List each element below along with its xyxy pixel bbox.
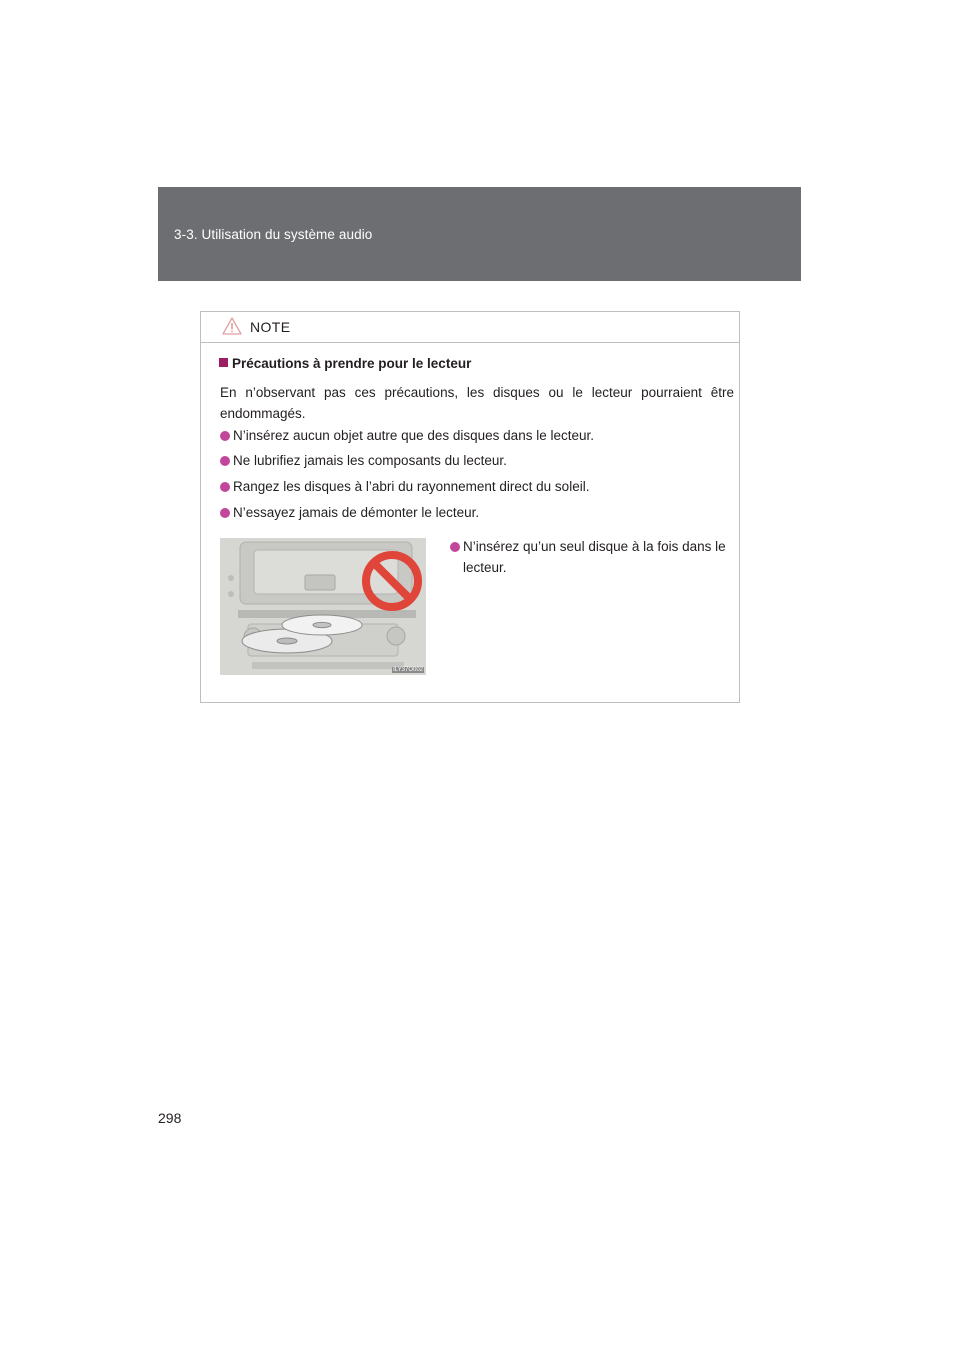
warning-triangle-icon: [222, 317, 242, 335]
bullet-dot-icon: [450, 542, 460, 552]
square-bullet-icon: [219, 358, 228, 367]
list-item-text: Rangez les disques à l’abri du rayonnement direct du soleil.: [233, 479, 590, 494]
list-item-text: Ne lubrifiez jamais les composants du lecteur.: [233, 453, 507, 468]
intro-paragraph: En n’observant pas ces précautions, les disques ou le lecteur pourraient être endommagés.: [220, 385, 734, 421]
note-subheading: [219, 356, 471, 371]
section-title: 3-3. Utilisation du système audio: [174, 227, 373, 242]
note-header: [201, 312, 739, 343]
list-item: [220, 425, 594, 446]
page-number: 298: [158, 1110, 182, 1126]
note-box: [200, 311, 740, 703]
cd-player-illustration: [220, 538, 426, 675]
image-bullet-text: N’insérez qu’un seul disque à la fois dans le lecteur.: [463, 539, 726, 575]
bullet-dot-icon: [220, 431, 230, 441]
bullet-dot-icon: [220, 508, 230, 518]
list-item: [220, 476, 589, 497]
list-item: [220, 502, 479, 523]
list-item-text: N’insérez aucun objet autre que des disques dans le lecteur.: [233, 428, 594, 443]
note-label: NOTE: [250, 319, 291, 335]
header-band: [158, 187, 801, 281]
image-code: ILY37O002: [393, 667, 423, 673]
subheading-text: Précautions à prendre pour le lecteur: [232, 356, 472, 371]
bullet-dot-icon: [220, 456, 230, 466]
bullet-dot-icon: [220, 482, 230, 492]
image-bullet: [450, 536, 736, 578]
list-item: [220, 450, 507, 471]
list-item-text: N’essayez jamais de démonter le lecteur.: [233, 505, 480, 520]
